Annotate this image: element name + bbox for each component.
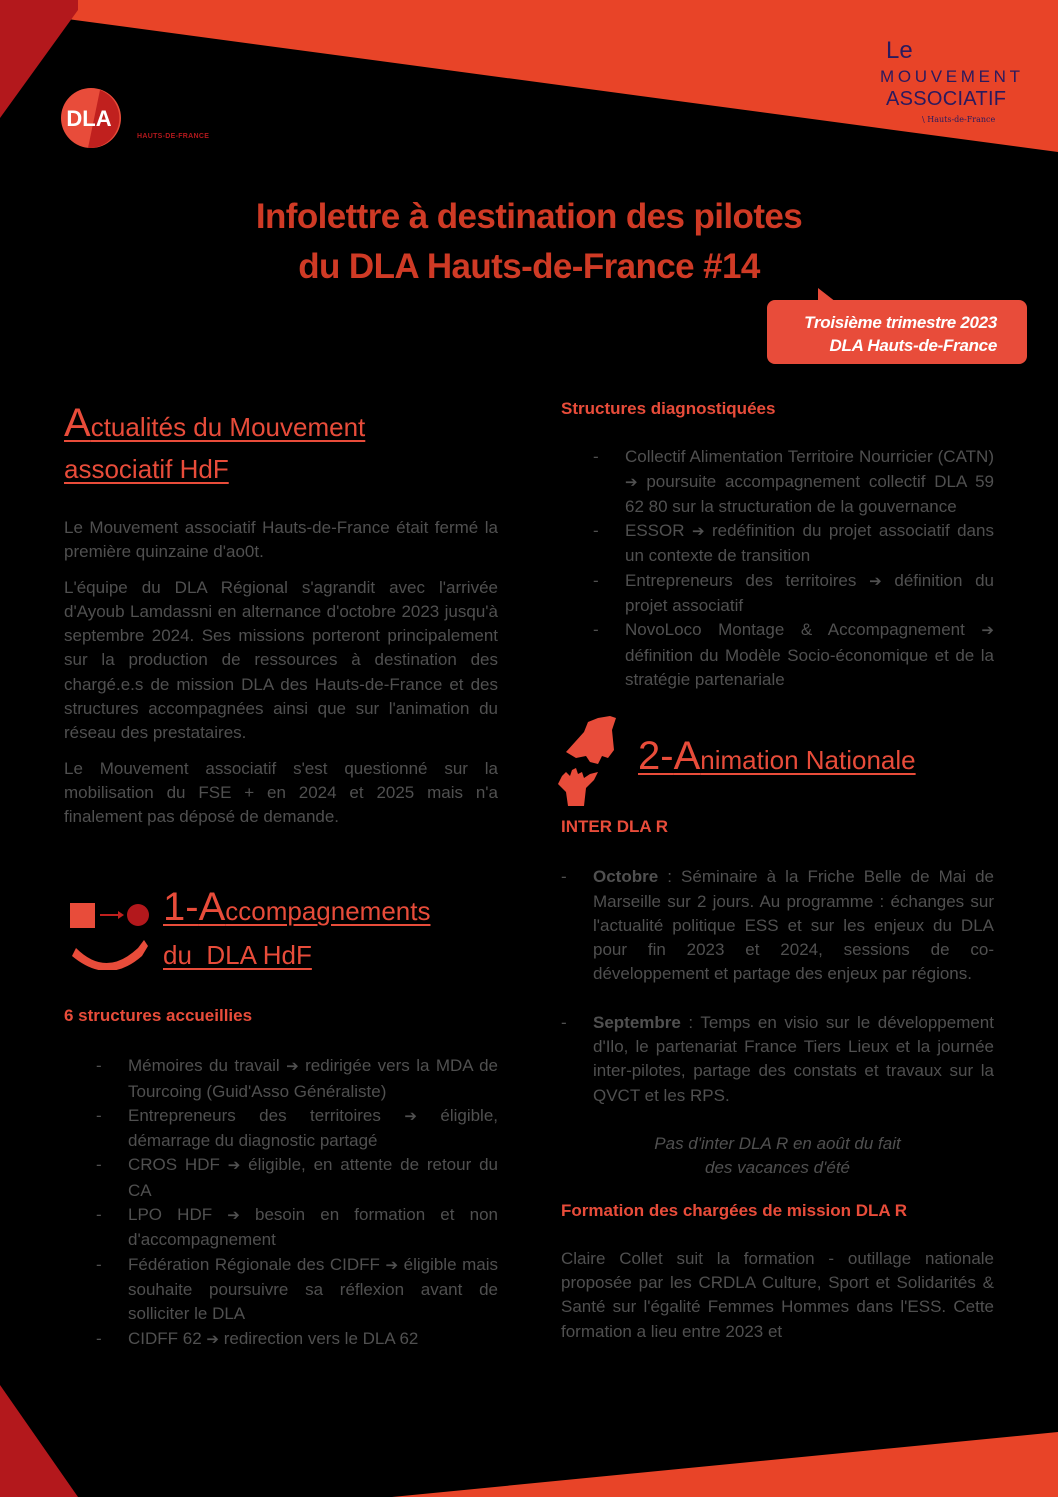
svg-text:ASSOCIATIF: ASSOCIATIF — [886, 88, 1006, 110]
actualites-heading: Actualités du Mouvement associatif HdF — [64, 401, 366, 484]
arrow-icon: ➔ — [404, 1107, 417, 1125]
diagnostiquees-list — [561, 445, 994, 692]
arrow-icon: ➔ — [691, 523, 705, 541]
arrow-icon: ➔ — [227, 1157, 241, 1175]
bubble-line-1: Troisième trimestre 2023 — [804, 313, 997, 332]
accompagnements-list — [64, 1054, 498, 1352]
list-item: - Mémoires du travail ➔ redirigée vers la MDA de Tourcoing (Guid'Asso Généraliste) — [64, 1054, 498, 1104]
dla-logo-subtitle: HAUTS-DE-FRANCE — [137, 133, 210, 140]
actualites-paragraph-1: Le Mouvement associatif Hauts-de-France était fermé la première quinzaine d'ao0t. — [64, 518, 498, 562]
list-item: - Octobre : Séminaire à la Friche Belle de Mai de Marseille sur 2 jours. Au programme : échanges sur l'actualité politique ESS et sur les enjeux du DLA pour fin 2023 et 2024, sessions de co-développement et partage des enjeux par régions. — [561, 865, 994, 986]
svg-text:MOUVEMENT: MOUVEMENT — [880, 67, 1020, 86]
inter-dla-list — [561, 865, 994, 1108]
animation-heading: 2-Animation Nationale — [638, 734, 916, 778]
actualites-section — [64, 402, 498, 830]
dla-logo — [60, 87, 122, 149]
svg-text:\ Hauts-de-France: \ Hauts-de-France — [922, 115, 996, 124]
list-item: - ESSOR ➔ redéfinition du projet associatif dans un contexte de transition — [561, 519, 994, 569]
animation-section — [561, 815, 994, 1344]
diagnostiquees-subheading: Structures diagnostiquées — [561, 399, 776, 418]
list-item: - Fédération Régionale des CIDFF ➔ éligible mais souhaite poursuivre sa réflexion avant de solliciter le DLA — [64, 1253, 498, 1327]
title-line-2: du DLA Hauts-de-France #14 — [298, 247, 760, 286]
svg-text:Le: Le — [886, 37, 913, 64]
hands-icon — [554, 714, 634, 810]
dla-logo-text: DLA — [66, 106, 112, 131]
diagnostiquees-section — [561, 397, 994, 692]
list-item: - CIDFF 62 ➔ redirection vers le DLA 62 — [64, 1327, 498, 1352]
accompaniment-icon — [66, 898, 154, 970]
bottom-left-red-triangle — [0, 1385, 78, 1497]
title-line-1: Infolettre à destination des pilotes — [255, 197, 803, 236]
arrow-icon: ➔ — [206, 1330, 219, 1348]
list-item: - Entrepreneurs des territoires ➔ éligible, démarrage du diagnostic partagé — [64, 1104, 498, 1154]
actualites-paragraph-3: Le Mouvement associatif s'est questionné sur la mobilisation du FSE + en 2024 et 2025 mais n'a finalement pas déposé de demande. — [64, 758, 498, 827]
arrow-icon: ➔ — [227, 1207, 240, 1225]
period-bubble — [767, 300, 1027, 364]
month-label: Octobre — [593, 867, 659, 887]
formation-subheading: Formation des chargées de mission DLA R — [561, 1200, 908, 1220]
list-item: - Entrepreneurs des territoires ➔ définition du projet associatif — [561, 569, 994, 619]
accompagnements-heading: 1-Accompagnements du DLA HdF — [163, 885, 431, 970]
accompagnements-section — [64, 1004, 498, 1352]
mouvement-associatif-logo — [880, 30, 1030, 130]
list-item: - NovoLoco Montage & Accompagnement ➔ définition du Modèle Socio-économique et de la stratégie partenariale — [561, 618, 994, 692]
actualites-paragraph-2: L'équipe du DLA Régional s'agrandit avec l'arrivée d'Ayoub Lamdassni en alternance d'octobre 2023 jusqu'à septembre 2024. Ses missions porteront principalement sur la production de ressources à destination des chargé.e.s de mission DLA des Hauts-de-France et des structures accompagnées ainsi que sur l'animation du réseau des prestataires. — [64, 577, 498, 743]
arrow-icon: ➔ — [385, 1256, 399, 1274]
list-item: - Septembre : Temps en visio sur le développement d'Ilo, le partenariat France Tiers Lieux et la journée inter-pilotes, partage des constats et travaux sur la QVCT et les RPS. — [561, 1011, 994, 1108]
month-label: Septembre — [593, 1012, 681, 1032]
arrow-icon: ➔ — [981, 622, 994, 640]
list-item: - LPO HDF ➔ besoin en formation et non d'accompagnement — [64, 1203, 498, 1253]
arrow-icon: ➔ — [625, 473, 638, 491]
bottom-right-orange-wedge — [392, 1432, 1058, 1497]
bubble-line-2: DLA Hauts-de-France — [829, 336, 997, 355]
list-item: - Collectif Alimentation Territoire Nourricier (CATN) ➔ poursuite accompagnement collectif DLA 59 62 80 sur la structuration de la gouvernance — [561, 445, 994, 519]
inter-dla-note: Pas d'inter DLA R en août du fait des vacances d'été — [654, 1133, 901, 1178]
accompagnements-subheading: 6 structures accueillies — [64, 1006, 253, 1025]
arrow-icon: ➔ — [286, 1058, 299, 1076]
inter-dla-subheading: INTER DLA R — [561, 817, 669, 836]
page-title — [0, 192, 1058, 292]
arrow-icon: ➔ — [869, 572, 882, 590]
list-item: - CROS HDF ➔ éligible, en attente de retour du CA — [64, 1153, 498, 1203]
formation-paragraph: Claire Collet suit la formation - outillage nationale proposée par les CRDLA Culture, Sport et Solidarités & Santé sur l'égalité Femmes Hommes dans l'ESS. Cette formation a lieu entre 2023 et — [561, 1248, 994, 1341]
